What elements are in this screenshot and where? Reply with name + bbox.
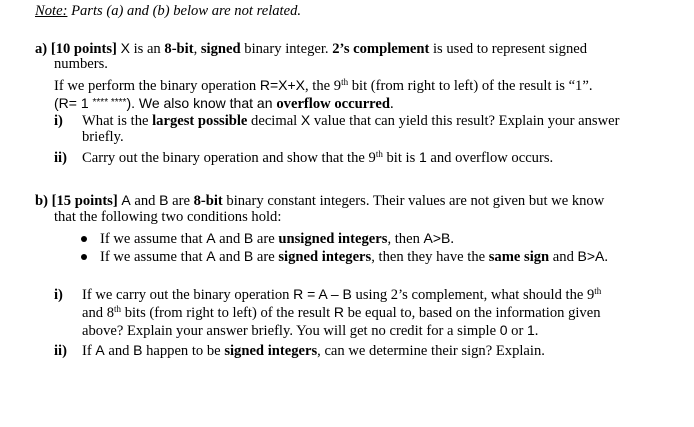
- var-r: R: [333, 304, 344, 320]
- text: is an: [129, 41, 165, 57]
- expression: R=X+X: [259, 77, 305, 93]
- expression: R = A – B: [293, 286, 352, 302]
- text: decimal: [247, 113, 301, 129]
- text: Carry out the binary operation and show that the 9: [82, 150, 376, 166]
- var-a: A: [95, 342, 105, 358]
- part-b-line-1: [35, 192, 604, 210]
- text: bits (from right to left) of the result: [121, 305, 334, 321]
- text: If we carry out the binary operation: [82, 287, 294, 303]
- text: If: [82, 343, 96, 359]
- text: If we assume that: [100, 231, 207, 247]
- text-bold: signed integers: [224, 343, 318, 359]
- text: and: [215, 231, 244, 247]
- sub-label: i): [54, 113, 63, 129]
- text-bold: unsigned integers: [278, 231, 388, 247]
- superscript: th: [114, 304, 122, 314]
- text-bold: 8-bit: [193, 193, 223, 209]
- text: be equal to, based on the information given: [343, 305, 601, 321]
- text: .: [389, 96, 394, 112]
- superscript: th: [375, 149, 383, 159]
- part-b-i-line-1: [54, 286, 601, 304]
- text: happen to be: [142, 343, 225, 359]
- stars: **** ****: [92, 97, 127, 108]
- var-x: X: [120, 40, 130, 56]
- text-bold: same sign: [488, 249, 550, 265]
- superscript: th: [341, 77, 349, 87]
- var-a: A: [206, 230, 216, 246]
- text: , the 9: [305, 78, 342, 94]
- text: , then: [387, 231, 424, 247]
- text: bit (from right to left) of the result is “1”.: [348, 78, 593, 94]
- text: are: [253, 231, 279, 247]
- note: [35, 3, 301, 20]
- text-bold: largest possible: [152, 113, 248, 129]
- text-bold: overflow occurred: [276, 96, 390, 112]
- sub-label: ii): [54, 150, 67, 166]
- text: .: [604, 249, 609, 265]
- part-a-line-2: [54, 56, 108, 73]
- text: What is the: [82, 113, 153, 129]
- text: and: [215, 249, 244, 265]
- text: If we perform the binary operation: [54, 78, 260, 94]
- text: or: [507, 323, 527, 339]
- part-b-i-line-3: [82, 322, 538, 340]
- part-b-i-line-2: [82, 304, 601, 322]
- text: , can we determine their sign? Explain.: [317, 343, 545, 359]
- text: binary constant integers. Their values are not given but we know: [222, 193, 605, 209]
- text: ,: [193, 41, 201, 57]
- text: are: [253, 249, 279, 265]
- var-x: X: [300, 112, 311, 128]
- text: is used to represent signed: [429, 41, 588, 57]
- part-b-label: b): [35, 193, 48, 209]
- part-a-points: [10 points]: [50, 41, 117, 57]
- text: numbers.: [54, 56, 108, 72]
- part-a-label: a): [35, 41, 48, 57]
- text: and 8: [82, 305, 115, 321]
- expression: B>A: [577, 248, 605, 264]
- text: that the following two conditions hold:: [54, 209, 282, 225]
- part-a-line-4: [54, 94, 394, 113]
- text: If we assume that: [100, 249, 207, 265]
- text: .: [450, 231, 455, 247]
- var-a: A: [206, 248, 216, 264]
- text: , then they have the: [371, 249, 489, 265]
- text: above? Explain your answer briefly. You will get no credit for a simple: [82, 323, 500, 339]
- digit: 1: [526, 322, 535, 338]
- bullet-dot: [81, 236, 87, 242]
- bullet-dot: [81, 254, 87, 260]
- text-bold: signed: [200, 41, 241, 57]
- digit: 1: [418, 149, 427, 165]
- text-bold: 2’s complement: [332, 41, 430, 57]
- var-a: A: [121, 192, 131, 208]
- part-a-ii-line-1: [54, 149, 553, 167]
- part-a-line-3: [54, 77, 592, 95]
- digit: 0: [499, 322, 508, 338]
- text: and overflow occurs.: [426, 150, 554, 166]
- text: briefly.: [82, 129, 124, 145]
- text: and: [104, 343, 134, 359]
- text: binary integer.: [240, 41, 333, 57]
- part-b-bullet-2: [100, 248, 608, 266]
- part-b-line-2: [54, 209, 281, 226]
- var-b: B: [159, 192, 169, 208]
- text: .: [534, 323, 539, 339]
- note-label: Note:: [35, 3, 68, 19]
- part-a-line-1: [35, 40, 587, 58]
- text: ). We also know that an: [126, 95, 277, 111]
- text: value that can yield this result? Explain your answer: [310, 113, 620, 129]
- text: and: [130, 193, 160, 209]
- var-b: B: [243, 248, 254, 264]
- part-b-bullet-1: [100, 230, 454, 248]
- text: and: [549, 249, 578, 265]
- part-a-i-line-1: [54, 112, 619, 130]
- superscript: th: [594, 286, 602, 296]
- part-b-points: [15 points]: [51, 193, 118, 209]
- text-bold: signed integers: [278, 249, 372, 265]
- part-a-i-line-2: [82, 129, 124, 146]
- var-b: B: [243, 230, 254, 246]
- text: bit is: [382, 150, 419, 166]
- note-text: Parts (a) and (b) below are not related.: [67, 3, 302, 19]
- text: using 2’s complement, what should the 9: [351, 287, 595, 303]
- result-value: (R= 1: [54, 95, 93, 111]
- expression: A>B: [423, 230, 451, 246]
- text: are: [168, 193, 194, 209]
- part-b-ii-line-1: [54, 342, 545, 360]
- var-b: B: [133, 342, 143, 358]
- sub-label: ii): [54, 343, 67, 359]
- text-bold: 8-bit: [164, 41, 194, 57]
- sub-label: i): [54, 287, 63, 303]
